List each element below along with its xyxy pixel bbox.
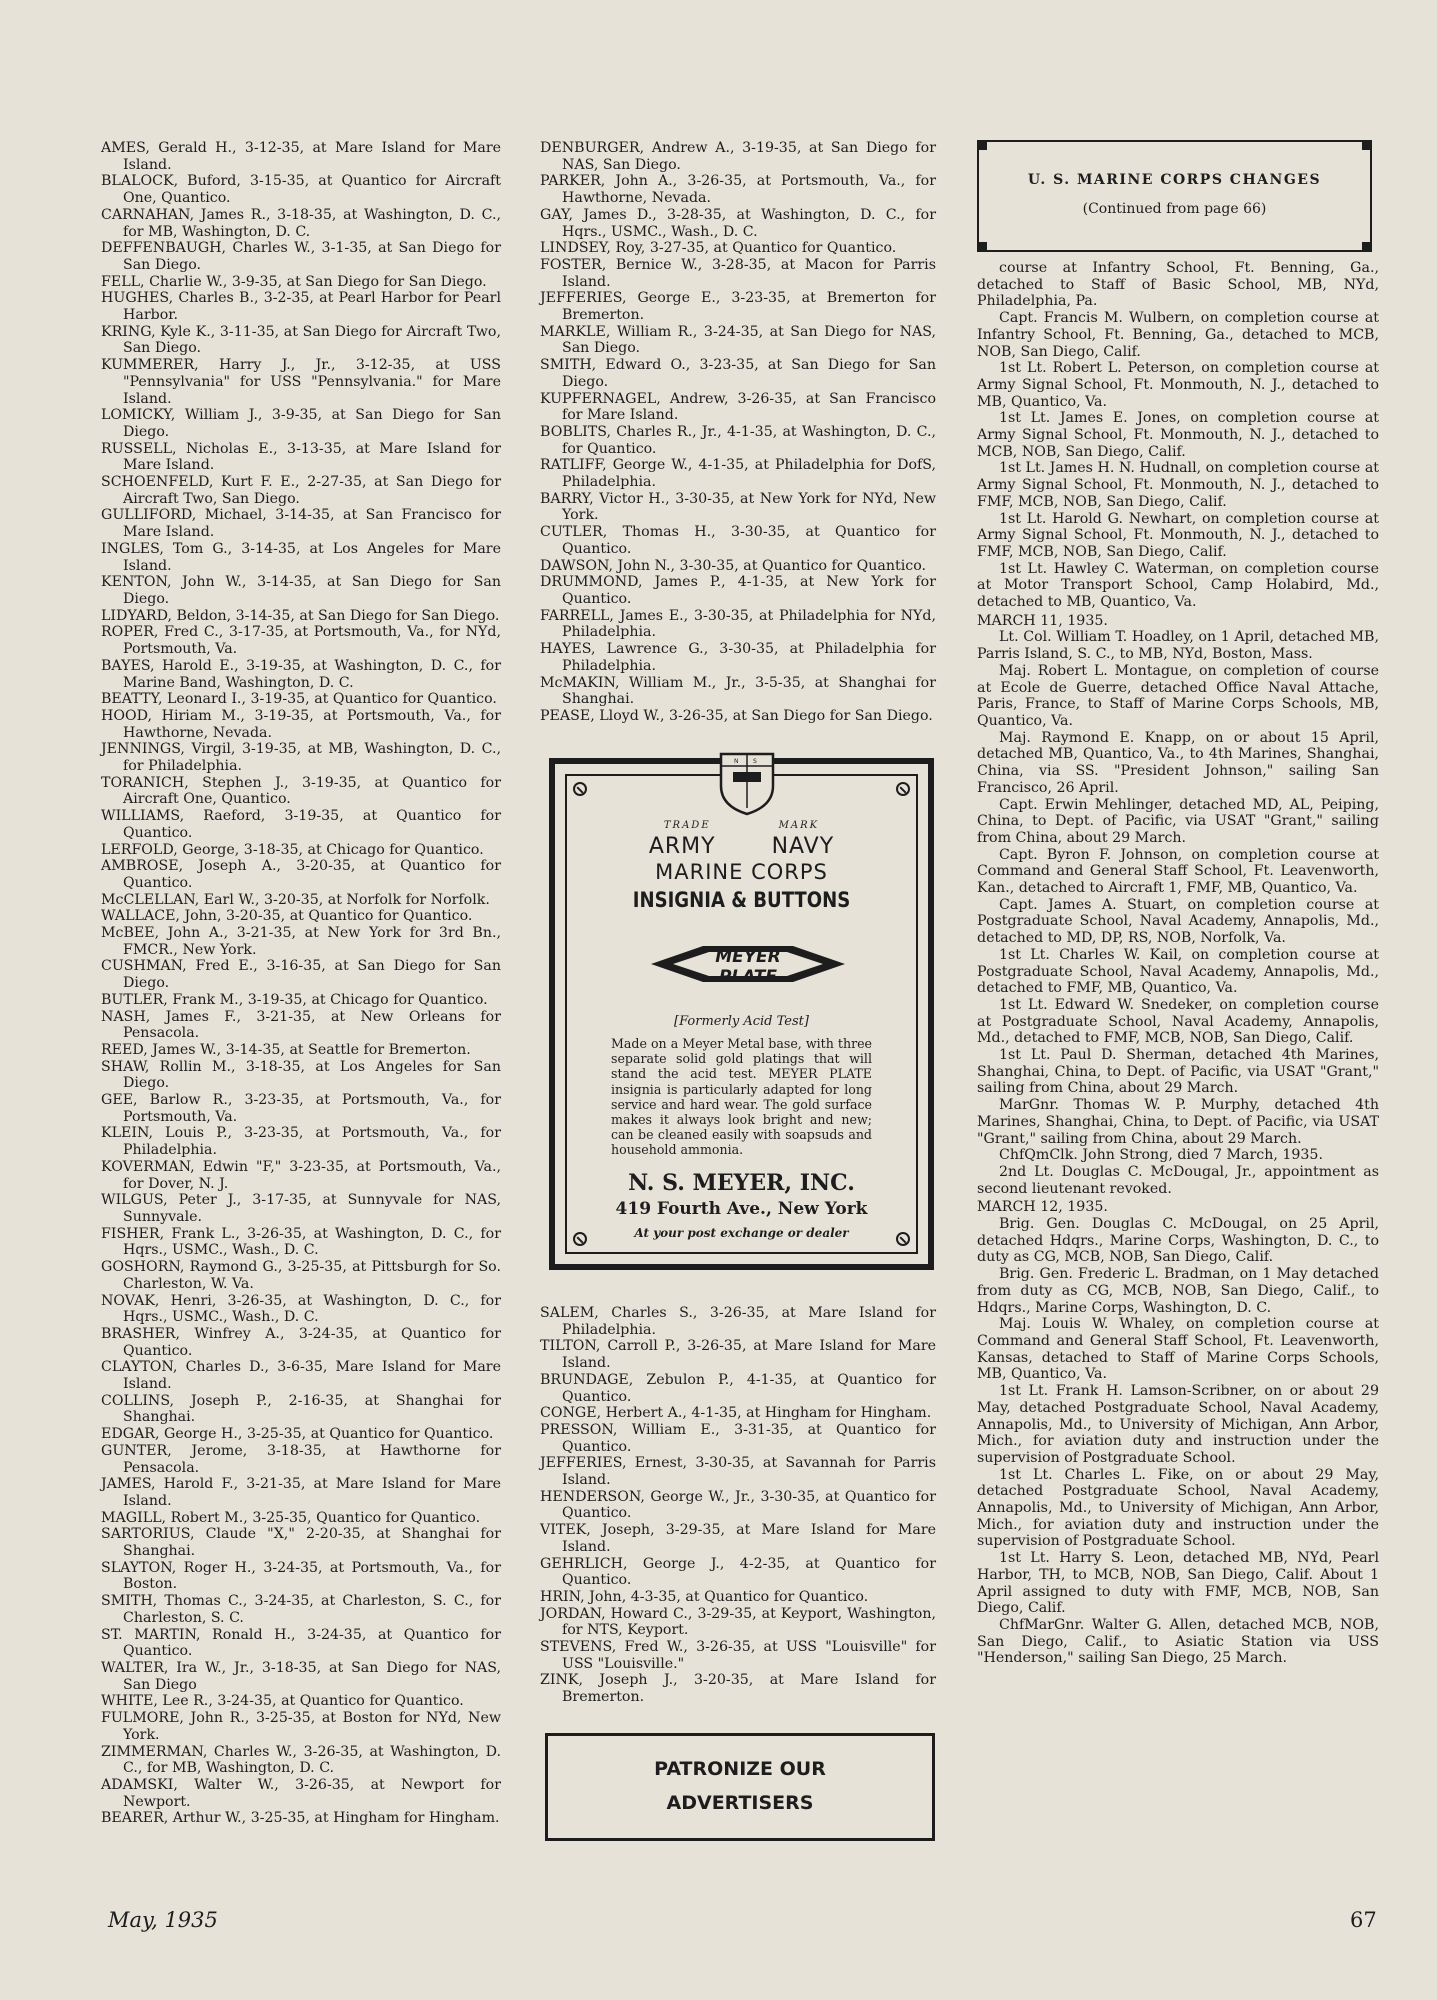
trade-label: TRADE xyxy=(663,820,711,831)
transfer-entry: AMBROSE, Joseph A., 3-20-35, at Quantico for Quantico. xyxy=(101,858,501,891)
date-heading: MARCH 11, 1935. xyxy=(977,612,1108,629)
change-entry: course at Infantry School, Ft. Benning, Ga., detached to Staff of Basic School, MB, NYd, Philadelphia, Pa. xyxy=(977,260,1379,310)
transfer-entry: KOVERMAN, Edwin "F," 3-23-35, at Portsmouth, Va., for Dover, N. J. xyxy=(101,1158,501,1192)
transfer-entry: FARRELL, James E., 3-30-35, at Philadelphia for NYd, Philadelphia. xyxy=(540,607,936,641)
transfer-entry: STEVENS, Fred W., 3-26-35, at USS "Louisville" for USS "Louisville." xyxy=(540,1639,936,1672)
section-title: U. S. MARINE CORPS CHANGES xyxy=(1027,172,1322,188)
transfer-entry: FELL, Charlie W., 3-9-35, at San Diego for San Diego. xyxy=(101,273,487,290)
transfer-entry: FOSTER, Bernice W., 3-28-35, at Macon for Parris Island. xyxy=(540,256,936,290)
change-entry: 1st Lt. Hawley C. Waterman, on completion course at Motor Transport School, Camp Holabird, Md., detached to MB, Quantico, Va. xyxy=(977,560,1379,611)
transfer-entry: CARNAHAN, James R., 3-18-35, at Washington, D. C., for MB, Washington, D. C. xyxy=(101,206,501,240)
change-entry: Brig. Gen. Frederic L. Bradman, on 1 May detached from duty as CG, MCB, NOB, San Diego, Calif., to Hdqrs., Marine Corps, Washington, D. C. xyxy=(977,1266,1379,1316)
transfers-column-2-top xyxy=(540,140,936,725)
transfer-entry: DEFFENBAUGH, Charles W., 3-1-35, at San Diego for San Diego. xyxy=(101,240,501,273)
navy-label: NAVY xyxy=(771,834,835,859)
transfer-entry: PARKER, John A., 3-26-35, at Portsmouth, Va., for Hawthorne, Nevada. xyxy=(540,173,936,207)
transfer-entry: MAGILL, Robert M., 3-25-35, Quantico for Quantico. xyxy=(101,1509,481,1526)
transfer-entry: BRUNDAGE, Zebulon P., 4-1-35, at Quantico for Quantico. xyxy=(540,1371,936,1405)
transfer-entry: EDGAR, George H., 3-25-35, at Quantico for Quantico. xyxy=(101,1426,494,1443)
transfer-entry: SARTORIUS, Claude "X," 2-20-35, at Shanghai for Shanghai. xyxy=(101,1526,501,1560)
transfer-entry: DRUMMOND, James P., 4-1-35, at New York for Quantico. xyxy=(540,574,936,607)
change-entry: 1st Lt. Charles L. Fike, on or about 29 May, detached Postgraduate School, Naval Academy, Annapolis, Md., to University of Michigan, Ann Arbor, Mich., for aviation duty and instruction under the supervision of Postgraduate School. xyxy=(977,1466,1379,1550)
marine-corps-changes-header xyxy=(977,140,1372,252)
ad-tagline: At your post exchange or dealer xyxy=(634,1226,849,1240)
transfer-entry: SCHOENFELD, Kurt F. E., 2-27-35, at San Diego for Aircraft Two, San Diego. xyxy=(101,474,501,507)
transfer-entry: GEE, Barlow R., 3-23-35, at Portsmouth, Va., for Portsmouth, Va. xyxy=(101,1092,501,1125)
transfer-entry: KUPFERNAGEL, Andrew, 3-26-35, at San Francisco for Mare Island. xyxy=(540,390,936,424)
transfer-entry: McBEE, John A., 3-21-35, at New York for 3rd Bn., FMCR., New York. xyxy=(101,925,501,958)
change-entry: Capt. Byron F. Johnson, on completion course at Command and General Staff School, Ft. Leavenworth, Kan., detached to Aircraft 1, FMF, MB, Quantico, Va. xyxy=(977,846,1379,897)
change-entry: ChfMarGnr. Walter G. Allen, detached MCB, NOB, San Diego, Calif., to Asiatic Station via USS "Henderson," sailing San Diego, 25 March. xyxy=(977,1616,1379,1667)
army-label: ARMY xyxy=(648,834,716,859)
transfer-entry: SMITH, Edward O., 3-23-35, at San Diego for San Diego. xyxy=(540,357,936,390)
transfer-entry: WALLACE, John, 3-20-35, at Quantico for Quantico. xyxy=(101,908,473,925)
logo-text-plate: PLATE xyxy=(718,967,778,987)
transfer-entry: AMES, Gerald H., 3-12-35, at Mare Island for Mare Island. xyxy=(101,140,501,173)
change-entry: ChfQmClk. John Strong, died 7 March, 1935. xyxy=(999,1147,1323,1164)
transfer-entry: CUSHMAN, Fred E., 3-16-35, at San Diego for San Diego. xyxy=(101,958,501,992)
patronize-line-1: PATRONIZE OUR xyxy=(654,1758,826,1780)
transfer-entry: TILTON, Carroll P., 3-26-35, at Mare Island for Mare Island. xyxy=(540,1338,936,1372)
transfer-entry: GEHRLICH, George J., 4-2-35, at Quantico for Quantico. xyxy=(540,1555,936,1589)
change-entry: Maj. Robert L. Montague, on completion of course at Ecole de Guerre, detached Office Naval Attache, Paris, France, to Staff of Marine Corps Schools, MB, Quantico, Va. xyxy=(977,662,1379,729)
transfer-entry: HRIN, John, 4-3-35, at Quantico for Quantico. xyxy=(540,1588,869,1605)
transfer-entry: BUTLER, Frank M., 3-19-35, at Chicago for Quantico. xyxy=(101,991,488,1008)
transfer-entry: VITEK, Joseph, 3-29-35, at Mare Island for Mare Island. xyxy=(540,1522,936,1555)
transfer-entry: BEARER, Arthur W., 3-25-35, at Hingham for Hingham. xyxy=(101,1810,500,1827)
meyer-plate-logo-icon xyxy=(643,924,853,1004)
section-subtitle: (Continued from page 66) xyxy=(1082,200,1267,217)
change-entry: 1st Lt. James H. N. Hudnall, on completion course at Army Signal School, Ft. Monmouth, N. J., detached to FMF, MCB, NOB, San Diego, Calif. xyxy=(977,460,1379,510)
transfer-entry: BAYES, Harold E., 3-19-35, at Washington, D. C., for Marine Band, Washington, D. C. xyxy=(101,657,501,691)
transfers-column-2-bottom xyxy=(540,1305,936,1706)
change-entry: MarGnr. Thomas W. P. Murphy, detached 4th Marines, Shanghai, China, to Dept. of Pacific, via USAT "Grant," sailing from China, about 29 March. xyxy=(977,1097,1379,1147)
transfer-entry: ADAMSKI, Walter W., 3-26-35, at Newport for Newport. xyxy=(101,1776,501,1810)
change-entry: 1st Lt. Edward W. Snedeker, on completion course at Postgraduate School, Naval Academy, Annapolis, Md., detached to FMF, MCB, NOB, San Diego, Calif. xyxy=(977,996,1379,1047)
transfer-entry: JORDAN, Howard C., 3-29-35, at Keyport, Washington, for NTS, Keyport. xyxy=(540,1605,936,1639)
transfer-entry: PEASE, Lloyd W., 3-26-35, at San Diego for San Diego. xyxy=(540,707,933,724)
transfer-entry: JAMES, Harold F., 3-21-35, at Mare Island for Mare Island. xyxy=(101,1476,501,1509)
transfer-entry: HENDERSON, George W., Jr., 3-30-35, at Quantico for Quantico. xyxy=(540,1488,936,1522)
logo-text-meyer: MEYER xyxy=(715,947,781,967)
meyer-advertisement xyxy=(549,758,934,1270)
transfer-entry: HOOD, Hiriam M., 3-19-35, at Portsmouth, Va., for Hawthorne, Nevada. xyxy=(101,707,501,741)
transfer-entry: HUGHES, Charles B., 3-2-35, at Pearl Harbor for Pearl Harbor. xyxy=(101,290,501,324)
marine-corps-changes-body xyxy=(977,260,1379,1667)
shield-logo-icon xyxy=(717,748,777,816)
screw-icon xyxy=(573,782,587,796)
ad-company-name: N. S. MEYER, INC. xyxy=(628,1170,855,1196)
transfer-entry: BRASHER, Winfrey A., 3-24-35, at Quantico for Quantico. xyxy=(101,1325,501,1359)
transfer-entry: LINDSEY, Roy, 3-27-35, at Quantico for Quantico. xyxy=(540,240,897,257)
marine-corps-changes-column xyxy=(977,140,1379,1667)
transfer-entry: COLLINS, Joseph P., 2-16-35, at Shanghai for Shanghai. xyxy=(101,1392,501,1426)
ad-body-text: Made on a Meyer Metal base, with three separate solid gold platings that will stand the acid test. MEYER PLATE insignia is particularly adapted for long service and hard wear. The gold surface makes it always look bright and new; can be cleaned easily with soapsuds and household ammonia. xyxy=(611,1036,872,1158)
date-heading: MARCH 12, 1935. xyxy=(977,1199,1108,1216)
transfer-entry: FISHER, Frank L., 3-26-35, at Washington, D. C., for Hqrs., USMC., Wash., D. C. xyxy=(101,1225,501,1259)
transfers-column-1 xyxy=(101,140,501,1827)
transfer-entry: LERFOLD, George, 3-18-35, at Chicago for Quantico. xyxy=(101,841,484,858)
transfer-entry: WILLIAMS, Raeford, 3-19-35, at Quantico for Quantico. xyxy=(101,808,501,841)
transfer-entry: ZIMMERMAN, Charles W., 3-26-35, at Washington, D. C., for MB, Washington, D. C. xyxy=(101,1743,501,1777)
ad-marine-corps: MARINE CORPS xyxy=(655,860,828,884)
transfer-entry: BLALOCK, Buford, 3-15-35, at Quantico for Aircraft One, Quantico. xyxy=(101,173,501,207)
transfer-entry: DAWSON, John N., 3-30-35, at Quantico for Quantico. xyxy=(540,557,926,574)
transfer-entry: JENNINGS, Virgil, 3-19-35, at MB, Washington, D. C., for Philadelphia. xyxy=(101,741,501,775)
transfer-entry: HAYES, Lawrence G., 3-30-35, at Philadelphia for Philadelphia. xyxy=(540,641,936,674)
transfer-entry: WALTER, Ira W., Jr., 3-18-35, at San Diego for NAS, San Diego xyxy=(101,1659,501,1693)
transfer-entry: JEFFERIES, George E., 3-23-35, at Bremerton for Bremerton. xyxy=(540,290,936,324)
transfer-entry: KLEIN, Louis P., 3-23-35, at Portsmouth, Va., for Philadelphia. xyxy=(101,1125,501,1159)
change-entry: 1st Lt. James E. Jones, on completion course at Army Signal School, Ft. Monmouth, N. J., detached to MCB, NOB, San Diego, Calif. xyxy=(977,410,1379,460)
transfer-entry: SLAYTON, Roger H., 3-24-35, at Portsmouth, Va., for Boston. xyxy=(101,1559,501,1593)
ad-army-navy xyxy=(567,834,916,859)
transfer-entry: JEFFERIES, Ernest, 3-30-35, at Savannah for Parris Island. xyxy=(540,1455,936,1489)
transfer-entry: REED, James W., 3-14-35, at Seattle for Bremerton. xyxy=(101,1041,471,1058)
mark-label: MARK xyxy=(778,820,820,831)
change-entry: 1st Lt. Robert L. Peterson, on completion course at Army Signal School, Ft. Monmouth, N. J., detached to MB, Quantico, Va. xyxy=(977,360,1379,410)
issue-date: May, 1935 xyxy=(108,1908,218,1932)
ad-address: 419 Fourth Ave., New York xyxy=(615,1199,868,1219)
patronize-line-2: ADVERTISERS xyxy=(666,1792,814,1814)
transfer-entry: ST. MARTIN, Ronald H., 3-24-35, at Quantico for Quantico. xyxy=(101,1626,501,1660)
transfer-entry: SHAW, Rollin M., 3-18-35, at Los Angeles for San Diego. xyxy=(101,1058,501,1092)
change-entry: 1st Lt. Harry S. Leon, detached MB, NYd, Pearl Harbor, TH, to MCB, NOB, San Diego, Calif. About 1 April assigned to duty with FMF, MCB, NOB, San Diego, Calif. xyxy=(977,1550,1379,1617)
transfer-entry: GULLIFORD, Michael, 3-14-35, at San Francisco for Mare Island. xyxy=(101,507,501,541)
transfer-entry: WILGUS, Peter J., 3-17-35, at Sunnyvale for NAS, Sunnyvale. xyxy=(101,1192,501,1225)
transfer-entry: CUTLER, Thomas H., 3-30-35, at Quantico for Quantico. xyxy=(540,524,936,557)
transfer-entry: GOSHORN, Raymond G., 3-25-35, at Pittsburgh for So. Charleston, W. Va. xyxy=(101,1259,501,1292)
change-entry: Capt. Erwin Mehlinger, detached MD, AL, Peiping, China, to Dept. of Pacific, via USAT "Grant," sailing from China, about 29 March. xyxy=(977,796,1379,846)
transfer-entry: GAY, James D., 3-28-35, at Washington, D. C., for Hqrs., USMC., Wash., D. C. xyxy=(540,206,936,240)
transfer-entry: INGLES, Tom G., 3-14-35, at Los Angeles for Mare Island. xyxy=(101,540,501,574)
transfer-entry: CONGE, Herbert A., 4-1-35, at Hingham for Hingham. xyxy=(540,1405,932,1422)
change-entry: Maj. Louis W. Whaley, on completion course at Command and General Staff School, Ft. Leavenworth, Kansas, detached to Staff of Marine Corps Schools, MB, Quantico, Va. xyxy=(977,1316,1379,1383)
transfer-entry: CLAYTON, Charles D., 3-6-35, Mare Island for Mare Island. xyxy=(101,1359,501,1393)
transfer-entry: ZINK, Joseph J., 3-20-35, at Mare Island for Bremerton. xyxy=(540,1672,936,1706)
page-number: 67 xyxy=(1350,1908,1377,1932)
transfer-entry: KUMMERER, Harry J., Jr., 3-12-35, at USS "Pennsylvania" for USS "Pennsylvania." for Mare Island. xyxy=(101,357,501,407)
change-entry: 2nd Lt. Douglas C. McDougal, Jr., appointment as second lieutenant revoked. xyxy=(977,1163,1379,1197)
patronize-advertisers-box xyxy=(545,1733,935,1841)
transfer-entry: DENBURGER, Andrew A., 3-19-35, at San Diego for NAS, San Diego. xyxy=(540,140,936,173)
change-entry: Lt. Col. William T. Hoadley, on 1 April, detached MB, Parris Island, S. C., to MB, NYd, Boston, Mass. xyxy=(977,629,1379,663)
change-entry: Brig. Gen. Douglas C. McDougal, on 25 April, detached Hdqrs., Marine Corps, Washington, D. C., to duty as CG, MCB, NOB, San Diego, Calif. xyxy=(977,1216,1379,1266)
screw-icon xyxy=(896,782,910,796)
transfer-entry: SALEM, Charles S., 3-26-35, at Mare Island for Philadelphia. xyxy=(540,1305,936,1338)
transfer-entry: NOVAK, Henri, 3-26-35, at Washington, D. C., for Hqrs., USMC., Wash., D. C. xyxy=(101,1292,501,1326)
transfer-entry: LIDYARD, Beldon, 3-14-35, at San Diego for San Diego. xyxy=(101,607,500,624)
change-entry: 1st Lt. Harold G. Newhart, on completion course at Army Signal School, Ft. Monmouth, N. J., detached to FMF, MCB, NOB, San Diego, Calif. xyxy=(977,510,1379,560)
transfer-entry: SMITH, Thomas C., 3-24-35, at Charleston, S. C., for Charleston, S. C. xyxy=(101,1593,501,1626)
transfer-entry: BOBLITS, Charles R., Jr., 4-1-35, at Washington, D. C., for Quantico. xyxy=(540,423,936,457)
transfer-entry: ROPER, Fred C., 3-17-35, at Portsmouth, Va., for NYd, Portsmouth, Va. xyxy=(101,624,501,658)
ad-headline: INSIGNIA & BUTTONS xyxy=(632,888,851,912)
transfer-entry: BARRY, Victor H., 3-30-35, at New York for NYd, New York. xyxy=(540,490,936,524)
transfer-entry: FULMORE, John R., 3-25-35, at Boston for NYd, New York. xyxy=(101,1710,501,1743)
svg-text:S: S xyxy=(753,758,757,765)
transfer-entry: NASH, James F., 3-21-35, at New Orleans for Pensacola. xyxy=(101,1008,501,1042)
transfer-entry: BEATTY, Leonard I., 3-19-35, at Quantico for Quantico. xyxy=(101,691,497,708)
transfer-entry: RATLIFF, George W., 4-1-35, at Philadelphia for DofS, Philadelphia. xyxy=(540,457,936,491)
change-entry: 1st Lt. Charles W. Kail, on completion course at Postgraduate School, Naval Academy, Annapolis, Md., detached to FMF, MB, Quantico, Va. xyxy=(977,946,1379,997)
change-entry: Capt. Francis M. Wulbern, on completion course at Infantry School, Ft. Benning, Ga., detached to MCB, NOB, San Diego, Calif. xyxy=(977,310,1379,360)
change-entry: 1st Lt. Paul D. Sherman, detached 4th Marines, Shanghai, China, to Dept. of Pacific, via USAT "Grant," sailing from China, about 29 March. xyxy=(977,1047,1379,1097)
svg-text:N: N xyxy=(734,758,739,765)
transfer-entry: WHITE, Lee R., 3-24-35, at Quantico for Quantico. xyxy=(101,1693,464,1710)
trademark-line xyxy=(567,820,916,831)
transfer-entry: TORANICH, Stephen J., 3-19-35, at Quantico for Aircraft One, Quantico. xyxy=(101,774,501,808)
ad-formerly: [Formerly Acid Test] xyxy=(674,1014,809,1029)
change-entry: Capt. James A. Stuart, on completion course at Postgraduate School, Naval Academy, Annapolis, Md., detached to MD, DP, RS, NOB, Norfolk, Va. xyxy=(977,896,1379,947)
transfer-entry: KRING, Kyle K., 3-11-35, at San Diego for Aircraft Two, San Diego. xyxy=(101,323,501,357)
transfer-entry: McCLELLAN, Earl W., 3-20-35, at Norfolk for Norfolk. xyxy=(101,891,490,908)
transfer-entry: McMAKIN, William M., Jr., 3-5-35, at Shanghai for Shanghai. xyxy=(540,674,936,708)
transfer-entry: PRESSON, William E., 3-31-35, at Quantico for Quantico. xyxy=(540,1421,936,1455)
transfer-entry: GUNTER, Jerome, 3-18-35, at Hawthorne for Pensacola. xyxy=(101,1442,501,1476)
transfer-entry: KENTON, John W., 3-14-35, at San Diego for San Diego. xyxy=(101,574,501,607)
change-entry: Maj. Raymond E. Knapp, on or about 15 April, detached MB, Quantico, Va., to 4th Marines, Shanghai, China, via SS. "President Johnson," sailing San Francisco, 26 April. xyxy=(977,729,1379,796)
transfer-entry: MARKLE, William R., 3-24-35, at San Diego for NAS, San Diego. xyxy=(540,323,936,357)
change-entry: 1st Lt. Frank H. Lamson-Scribner, on or about 29 May, detached Postgraduate School, Naval Academy, Annapolis, Md., to University of Michigan, Ann Arbor, Mich., for aviation duty and instruction under the supervision of Postgraduate School. xyxy=(977,1383,1379,1466)
transfer-entry: RUSSELL, Nicholas E., 3-13-35, at Mare Island for Mare Island. xyxy=(101,440,501,474)
transfer-entry: LOMICKY, William J., 3-9-35, at San Diego for San Diego. xyxy=(101,407,501,440)
